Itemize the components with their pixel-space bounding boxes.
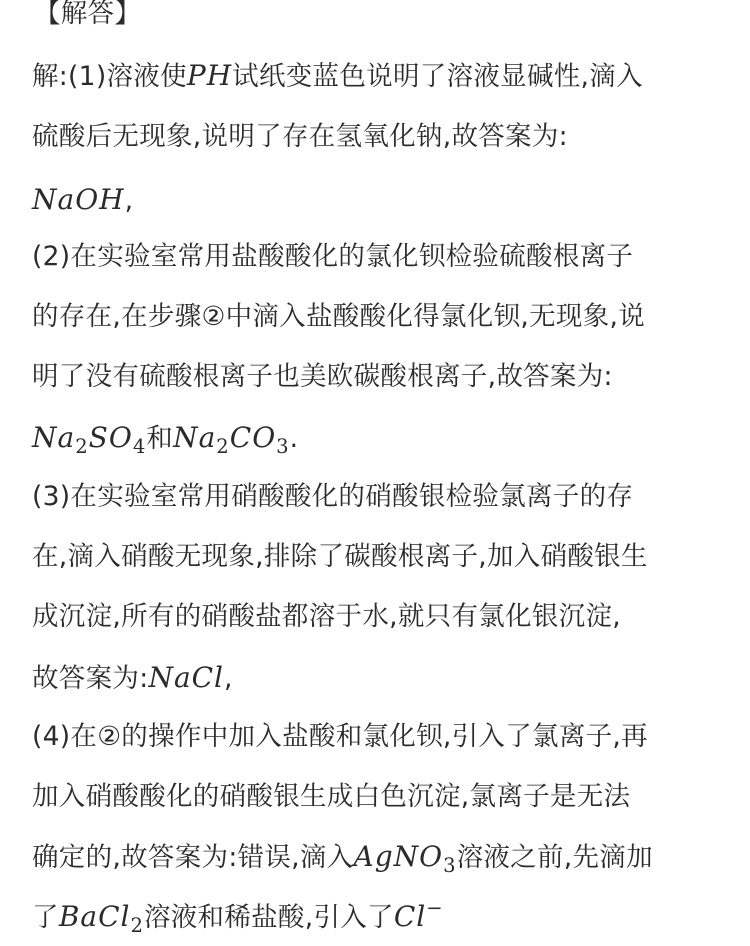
bacl2-formula: BaCl$_2$ [58, 900, 144, 937]
line-5: 的存在,在步骤②中滴入盐酸酸化得氯化钡,无现象,说 [32, 301, 646, 332]
line-10: 成沉淀,所有的硝酸盐都溶于水,就只有氯化银沉淀, [32, 601, 621, 632]
ph-formula: PH [186, 59, 233, 92]
line-13: 加入硝酸酸化的硝酸银生成白色沉淀,氯离子是无法 [32, 781, 631, 812]
na2co3-formula: $Na_2CO_3$ [173, 421, 290, 458]
nacl-formula: NaCl [148, 661, 225, 694]
line-2: 硫酸后无现象,说明了存在氢氧化钠,故答案为: [32, 121, 568, 152]
line-12: (4)在②的操作中加入盐酸和氯化钡,引入了氯离子,再 [32, 721, 648, 752]
line-7: $Na_2SO_4$和$Na_2CO_3$. [32, 421, 299, 458]
line-15: 了BaCl$_2$溶液和稀盐酸,引入了Cl− [32, 896, 444, 937]
line-8: (3)在实验室常用硝酸酸化的硝酸银检验氯离子的存 [32, 481, 634, 512]
agno3-formula: AgNO$_3$ [353, 840, 457, 877]
line-14: 确定的,故答案为:错误,滴入AgNO$_3$溶液之前,先滴加 [32, 840, 653, 877]
naoh-formula: NaOH [32, 183, 125, 216]
line-11: 故答案为:NaCl, [32, 661, 233, 694]
line-6: 明了没有硫酸根离子也美欧碳酸根离子,故答案为: [32, 361, 613, 392]
line-3: NaOH, [32, 183, 134, 216]
answer-heading: 【解答】 [34, 0, 142, 29]
line-9: 在,滴入硝酸无现象,排除了碳酸根离子,加入硝酸银生 [32, 541, 648, 572]
line-1: 解:(1)溶液使PH试纸变蓝色说明了溶液显碱性,滴入 [32, 59, 643, 92]
na2so4-formula: $Na_2SO_4$ [32, 421, 147, 458]
line-4: (2)在实验室常用盐酸酸化的氯化钡检验硫酸根离子 [32, 241, 634, 272]
chloride-ion-formula: Cl− [393, 896, 444, 933]
